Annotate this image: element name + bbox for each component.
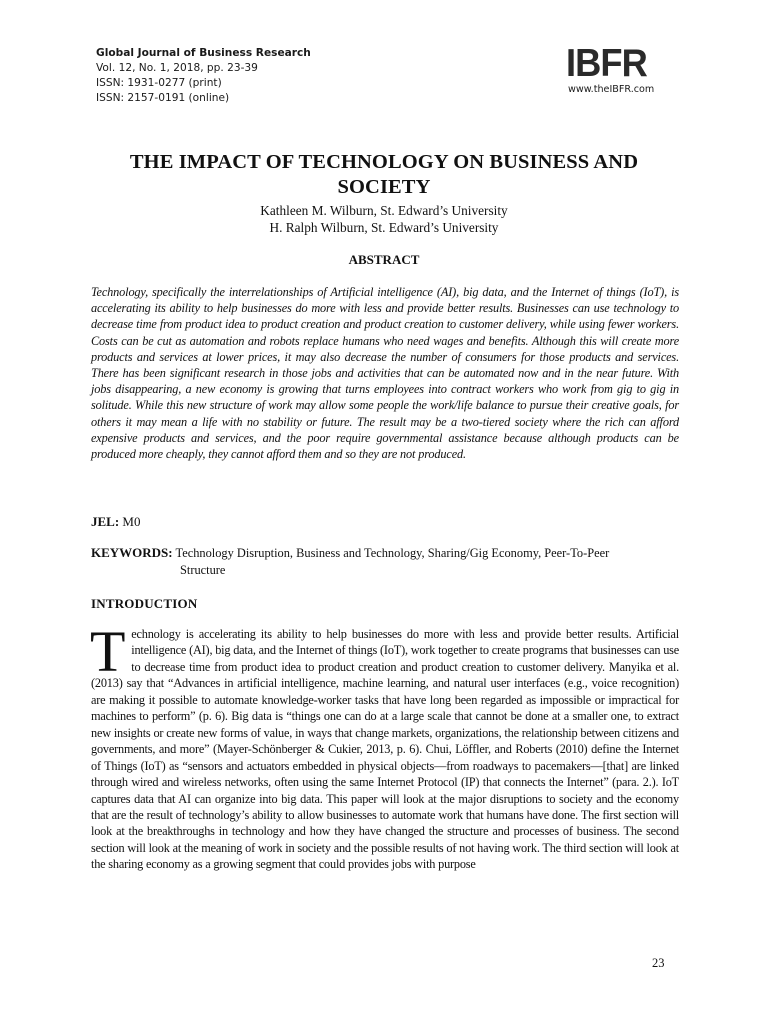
journal-volume: Vol. 12, No. 1, 2018, pp. 23-39 [96,62,258,74]
author-list [96,202,672,236]
author-1: Kathleen M. Wilburn, St. Edward’s University [260,203,508,218]
introduction-body [90,619,679,873]
jel-value: M0 [122,514,141,529]
logo-text: IBFR [566,42,647,85]
jel-line [91,514,140,530]
issn-print: ISSN: 1931-0277 (print) [96,77,222,89]
abstract-heading: ABSTRACT [348,252,420,267]
author-2: H. Ralph Wilburn, St. Edward’s University [269,220,499,235]
keywords-block [91,545,681,578]
drop-cap: T [90,619,126,684]
issn-online: ISSN: 2157-0191 (online) [96,92,230,104]
introduction-text: echnology is accelerating its ability to help businesses do more with less and provide better results. Artificial intelligence (AI), big data, and the Internet of things (IoT), work together to create programs that businesses can use to decrease time from product idea to product creation and product creation to customer delivery. Manyika et al. (2013) say that “Advances in artificial intelligence, machine learning, and natural user interfaces (e.g., voice recognition) are making it possible to automate knowledge-worker tasks that have long been regarded as impossible or impractical for machines to perform” (p. 6). Big data is “things one can do at a large scale that cannot be done at a smaller one, to extract new insights or create new forms of value, in ways that change markets, organizations, the relationship between citizens and governments, and more” (Mayer-Schönberger & Cukier, 2013, p. 6). Chui, Löffler, and Roberts (2010) define the Internet of Things (IoT) as “sensors and actuators embedded in physical objects—from roadways to pacemakers—[that] are linked through wired and wireless networks, often using the same Internet Protocol (IP) that connects the Internet” (para. 2.). IoT captures data that AI can organize into big data. This paper will look at the major disruptions to society and the economy that are the result of technology’s ability to allow businesses to automate work that humans have done. The first section will look at the breakthroughs in technology and how they have changed the structure and processes of business. The second section will look at the meaning of work in society and the possible results of not having work. The third section will look at the sharing economy as a growing segment that could provides jobs with purpose [91,627,679,872]
jel-label: JEL: [91,514,120,529]
keywords-line-2: Structure [180,562,226,577]
keywords-label: KEYWORDS: [91,545,173,560]
introduction-heading: INTRODUCTION [91,596,198,611]
logo-url: www.theIBFR.com [568,84,655,95]
ibfr-logo [566,42,676,95]
abstract-text: Technology, specifically the interrelationships of Artificial intelligence (AI), big data, and the Internet of things (IoT), is accelerating its ability to help businesses do more with less and provide better results. Businesses can use technology to decrease time from product idea to product creation and product creation to customer delivery, while using fewer workers. Costs can be cut as automation and robots replace humans who need wages and benefits. Although this will create more products and services at lower prices, it may also decrease the number of consumers for those products and services. There has been significant research in those jobs and activities that can be automated now and in the near future. With jobs disappearing, a new economy is growing that turns employees into contract workers who work from gig to gig in solitude. While this new structure of work may allow some people the work/life balance to pursue their creative goals, for others it may mean a life with no stability or future. The result may be a two-tiered society where the rich can afford expensive products and services, and the poor require governmental assistance because although products can be produced more cheaply, they cannot afford them and so they are not produced. [91,285,679,462]
keywords-line-1: Technology Disruption, Business and Technology, Sharing/Gig Economy, Peer-To-Peer [175,546,610,560]
page-number: 23 [652,956,665,970]
paper-title: THE IMPACT OF TECHNOLOGY ON BUSINESS AND SOCIETY [129,151,639,198]
journal-info [96,46,311,106]
journal-name: Global Journal of Business Research [96,47,311,59]
